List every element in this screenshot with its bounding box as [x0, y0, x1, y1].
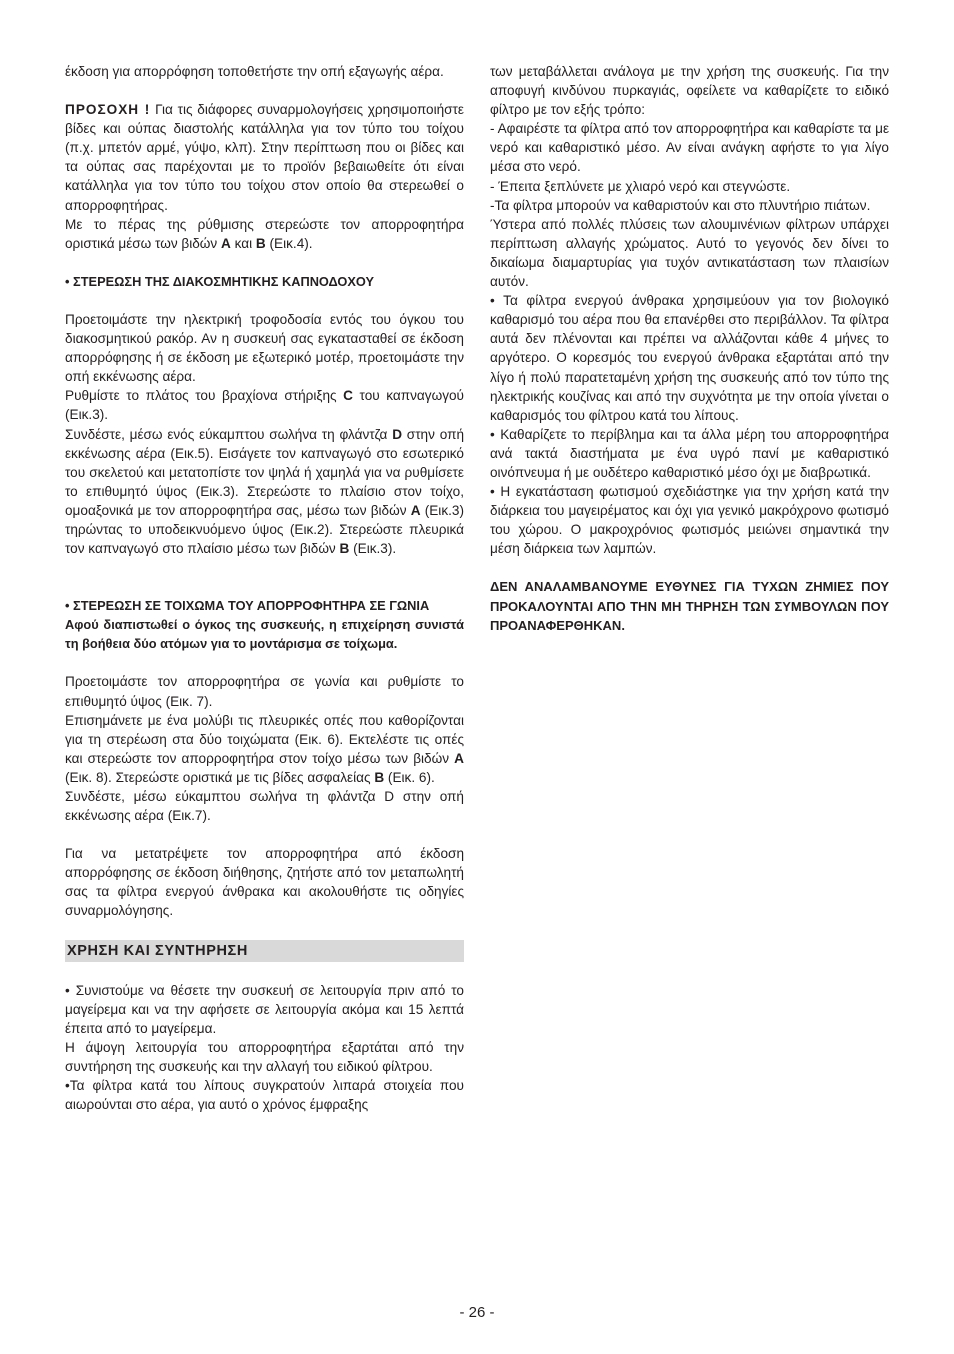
paragraph: • Η εγκατάσταση φωτισμού σχεδιάστηκε για την χρήση κατά την διάρκεια του μαγειρέματος και όχι για γενικό μακρόχρονο φωτισμό του χώρου. Ο μακροχρόνιος φωτισμός μειώνει σημαντικά την μέση διάρκεια των λαμπών.	[490, 484, 889, 557]
text-run: (Εικ. 6).	[384, 769, 435, 785]
paragraph: - Έπειτα ξεπλύνετε με χλιαρό νερό και στεγνώστε.	[490, 178, 791, 194]
right-column	[490, 62, 889, 635]
paragraph: • Συνιστούμε να θέσετε την συσκευή σε λειτουργία πριν από το μαγείρεμα και να την αφήσετε σε λειτουργία ακόμα και 15 λεπτά έπειτα από το μαγείρεμα.	[65, 982, 464, 1036]
paragraph: • Καθαρίζετε το περίβλημα και τα άλλα μέρη του απορροφητήρα ανά τακτά διαστήματα με ένα υγρό πανί με καθαριστικό οινόπνευμα ή με ουδέτερο καθαριστικό μέσο όχι με διαβρωτικά.	[490, 426, 889, 480]
paragraph: Ύστερα από πολλές πλύσεις των αλουμινένιων φίλτρων υπάρχει περίπτωση αλλαγής χρώματος. Αυτό το γεγονός δεν δίνει το δικαίωμα διαμαρτυρίας για τυχόν αντικατάσταση των πλαισίων αυτόν.	[490, 216, 889, 290]
paragraph: Συνδέστε, μέσω εύκαμπτου σωλήνα τη φλάντζα D στην οπή εκκένωσης αέρα (Εικ.7).	[65, 789, 464, 824]
warning-paragraph	[65, 100, 464, 215]
warning-text: Για τις διάφορες συναρμολογήσεις χρησιμοποιήστε βίδες και ούπας διαστολής κατάλληλα για τον τύπο του τοίχου (π.χ. μπετόν αρμέ, γύψο, κλπ). Στην περίπτωση που οι βίδες και τα ούπας σας παρέχονται με το προϊόν βεβαιωθείτε ότι είναι κατάλληλα για τον τύπο του τοίχου στον οποίο θα στερεωθεί ο απορροφητήρας.	[65, 102, 464, 213]
paragraph: • Τα φίλτρα ενεργού άνθρακα χρησιμεύουν για τον βιολογικό καθαρισμό του αέρα που θα επανέρθει στο περιβάλλον. Τα φίλτρα αυτά δεν πλένονται και πρέπει να αλλάζονται κάθε 4 μήνες το αργότερο. Ο κορεσμός του ενεργού άνθρακα εξαρτάται από την λίγο ή πολύ παρατεταμένη χρήση της συσκευής από τον τύπο της ηλεκτρικής κουζίνας και από την συχνότητα με την οποία γίνεται ο καθαρισμός του φίλτρου κατά του λίπους.	[490, 293, 889, 423]
text-run: Ρυθμίστε το πλάτος του βραχίονα στήριξης	[65, 388, 344, 404]
disclaimer: ΔΕΝ ΑΝΑΛΑΜΒΑΝΟΥΜΕ ΕΥΘΥΝΕΣ ΓΙΑ ΤΥΧΩΝ ΖΗΜΙΕΣ ΠΟΥ ΠΡΟΚΑΛΟΥΝΤΑΙ ΑΠΟ ΤΗΝ ΜΗ ΤΗΡΗΣΗ ΤΩΝ ΣΥΜΒΟΥΛΩΝ ΠΟΥ ΠΡΟΑΝΑΦΕΡΘΗΚΑΝ.	[490, 579, 889, 633]
paragraph: -Τα φίλτρα μπορούν να καθαριστούν και στο πλυντήριο πιάτων.	[490, 197, 871, 213]
text-run: (Εικ.3) τηρώντας το υποδεικνυόμενο ύψος (Εικ.2). Στερεώστε πλευρικά τον καπναγωγό στο πλαίσιο μέσω των βιδών	[65, 502, 464, 557]
text-run: και	[230, 235, 256, 251]
text-run: του καπναγωγού (Εικ.3).	[65, 388, 464, 423]
text-run: (Εικ. 8). Στερεώστε οριστικά με τις βίδες ασφαλείας	[65, 769, 375, 785]
label-b: B	[339, 541, 350, 557]
text-run: (Εικ.3).	[349, 541, 397, 557]
paragraph	[65, 386, 464, 424]
paragraph: •Τα φίλτρα κατά του λίπους συγκρατούν λιπαρά στοιχεία που αιωρούνται στο αέρα, για αυτό ο χρόνος έμφραξης	[65, 1078, 464, 1113]
label-b: B	[374, 769, 385, 785]
text-run: (Εικ.4).	[265, 235, 313, 251]
label-a: A	[221, 235, 231, 251]
section-title-use-maintenance: ΧΡΗΣΗ ΚΑΙ ΣΥΝΤΗΡΗΣΗ	[65, 940, 464, 962]
label-d: D	[392, 426, 403, 442]
section-heading-corner: • ΣΤΕΡΕΩΣΗ ΣΕ ΤΟΙΧΩΜΑ ΤΟΥ ΑΠΟΡΡΟΦΗΤΗΡΑ ΣΕ ΓΩΝΙΑ	[65, 598, 430, 614]
warning-label: ΠΡΟΣΟΧΗ !	[65, 102, 151, 118]
label-a: A	[410, 502, 421, 518]
paragraph	[65, 711, 464, 787]
paragraph: Προετοιμάστε τον απορροφητήρα σε γωνία και ρυθμίστε το επιθυμητό ύψος (Εικ. 7).	[65, 674, 464, 709]
paragraph	[65, 425, 464, 559]
label-b: B	[255, 235, 266, 251]
page-number: - 26 -	[459, 1304, 495, 1321]
text-run: Με το πέρας της ρύθμισης στερεώστε τον απορροφητήρα οριστικά μέσω των βιδών	[65, 216, 464, 251]
paragraph: Προετοιμάστε την ηλεκτρική τροφοδοσία εντός του όγκου του διακοσμητικού ρακόρ. Αν η συσκευή σας εγκατασταθεί σε έκδοση απορρόφησης ή σε έκδοση με εξωτερικό μοτέρ, προετοιμάστε την οπή εκκένωσης αέρα.	[65, 311, 464, 385]
label-a: A	[454, 750, 464, 766]
paragraph: Η άψογη λειτουργία του απορροφητήρα εξαρτάται από την συντήρηση της συσκευής και την αλλαγή του ειδικού φίλτρου.	[65, 1039, 464, 1074]
paragraph	[65, 215, 464, 253]
label-c: C	[343, 388, 353, 404]
paragraph: έκδοση για απορρόφηση τοποθετήστε την οπή εξαγωγής αέρα.	[65, 64, 444, 79]
text-run: Συνδέστε, μέσω ενός εύκαμπτου σωλήνα τη φλάντζα	[65, 426, 393, 442]
section-heading-chimney: • ΣΤΕΡΕΩΣΗ ΤΗΣ ΔΙΑΚΟΣΜΗΤΙΚΗΣ ΚΑΠΝΟΔΟΧΟΥ	[65, 273, 375, 289]
paragraph: των μεταβάλλεται ανάλογα με την χρήση της συσκευής. Για την αποφυγή κινδύνου πυρκαγιάς, οφείλετε να καθαρίζετε το ειδικό φίλτρο με τον εξής τρόπο:	[490, 64, 889, 118]
left-column	[65, 62, 464, 1114]
paragraph: - Αφαιρέστε τα φίλτρα από τον απορροφητήρα και καθαρίστε τα με νερό και καθαριστικό μέσο. Αν είναι ανάγκη αφήστε το για λίγο μέσα στο νερό.	[490, 121, 889, 175]
text-run: στην οπή εκκένωσης αέρα (Εικ.5). Εισάγετε τον καπναγωγό στο εσωτερικό του σκελετού και μετατοπίστε τον ψηλά ή χαμηλά για να ρυθμίσετε το επιθυμητό ύψος (Εικ.3). Στερεώστε το πλαίσιο στον τοίχο, ομοαξονικά με τον απορροφητήρα σας, μέσω των βιδών	[65, 426, 465, 518]
text-run: Επισημάνετε με ένα μολύβι τις πλευρικές οπές που καθορίζονται για τη στερέωση στα δύο τοιχώματα (Εικ. 6). Εκτελέστε τις οπές και στερεώστε τον απορροφητήρα στον τοίχο μέσω των βιδών	[65, 712, 464, 766]
paragraph: Για να μετατρέψετε τον απορροφητήρα από έκδοση απορρόφησης σε έκδοση διήθησης, ζητήστε από τον μεταπωλητή σας τα φίλτρα ενεργού άνθρακα και ακολουθήστε τις οδηγίες συναρμολόγησης.	[65, 846, 464, 919]
section-note: Αφού διαπιστωθεί ο όγκος της συσκευής, η επιχείρηση συνιστά τη βοήθεια δύο ατόμων για το μοντάρισμα σε τοίχωμα.	[65, 617, 464, 652]
